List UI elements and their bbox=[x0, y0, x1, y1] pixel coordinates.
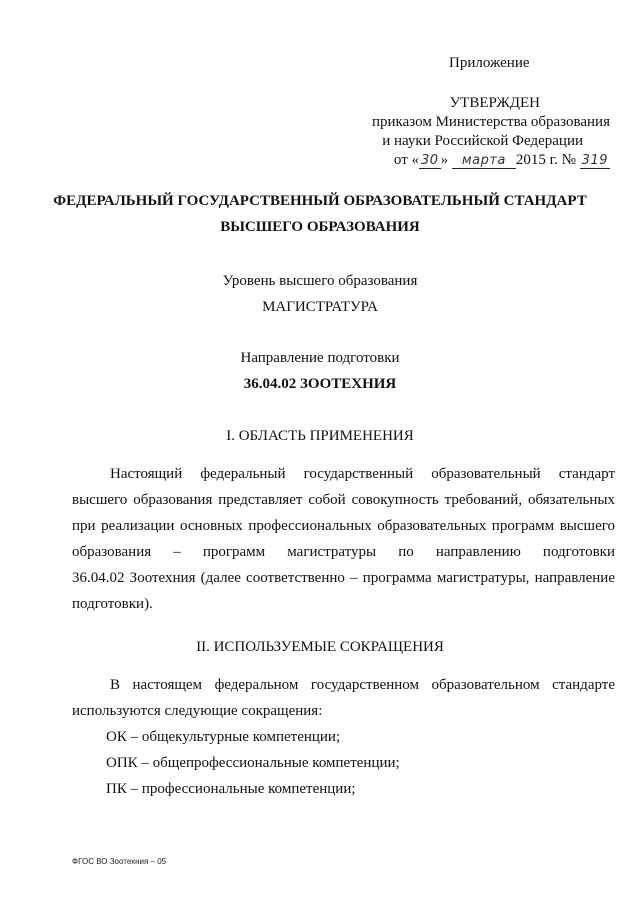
level-label: Уровень высшего образования bbox=[222, 273, 418, 289]
level-value: МАГИСТРАТУРА bbox=[262, 299, 378, 315]
appendix-label: Приложение bbox=[449, 55, 530, 71]
heading-line-2: ВЫСШЕГО ОБРАЗОВАНИЯ bbox=[220, 219, 420, 235]
paragraph-line: высшего образования представляет собой совокупность требований, обязательных bbox=[72, 492, 615, 508]
paragraph-line: 36.04.02 Зоотехния (далее соответственно – программа магистратуры, направление bbox=[72, 570, 615, 586]
paragraph-line: используются следующие сокращения: bbox=[72, 703, 323, 719]
paragraph-line: подготовки). bbox=[72, 596, 153, 612]
approval-block bbox=[372, 94, 610, 170]
paragraph-line: при реализации основных профессиональных образовательных программ высшего bbox=[72, 518, 615, 534]
heading-line-1: ФЕДЕРАЛЬНЫЙ ГОСУДАРСТВЕННЫЙ ОБРАЗОВАТЕЛЬНЫЙ СТАНДАРТ bbox=[53, 193, 587, 209]
abbreviation-list bbox=[106, 724, 400, 802]
date-prefix: от « bbox=[393, 152, 420, 168]
direction-value: 36.04.02 ЗООТЕХНИЯ bbox=[243, 376, 397, 392]
list-item: ОПК – общепрофессиональные компетенции; bbox=[106, 755, 400, 771]
list-item: ОК – общекультурные компетенции; bbox=[106, 729, 341, 745]
order-number: 319 bbox=[581, 153, 608, 168]
direction-label: Направление подготовки bbox=[240, 350, 400, 366]
date-month: марта bbox=[452, 153, 516, 169]
section-1-paragraph bbox=[72, 461, 615, 617]
footer-label: ФГОС ВО Зоотехния – 05 bbox=[72, 857, 167, 866]
section-2-paragraph bbox=[72, 672, 615, 724]
approval-title: УТВЕРЖДЕН bbox=[449, 95, 540, 111]
section-2-title: II. ИСПОЛЬЗУЕМЫЕ СОКРАЩЕНИЯ bbox=[196, 639, 444, 655]
date-day: 30 bbox=[421, 153, 439, 168]
date-mid: » bbox=[440, 152, 449, 168]
approval-line-1: приказом Министерства образования bbox=[372, 114, 610, 130]
list-item: ПК – профессиональные компетенции; bbox=[106, 781, 356, 797]
approval-date-line bbox=[372, 151, 610, 170]
paragraph-line: Настоящий федеральный государственный образовательный стандарт bbox=[110, 466, 615, 482]
paragraph-line: В настоящем федеральном государственном образовательном стандарте bbox=[110, 677, 615, 693]
approval-line-2: и науки Российской Федерации bbox=[382, 133, 583, 149]
section-1-title: I. ОБЛАСТЬ ПРИМЕНЕНИЯ bbox=[226, 428, 414, 444]
date-year: 2015 г. № bbox=[515, 152, 576, 168]
paragraph-line: образования – программ магистратуры по направлению подготовки bbox=[72, 544, 615, 560]
